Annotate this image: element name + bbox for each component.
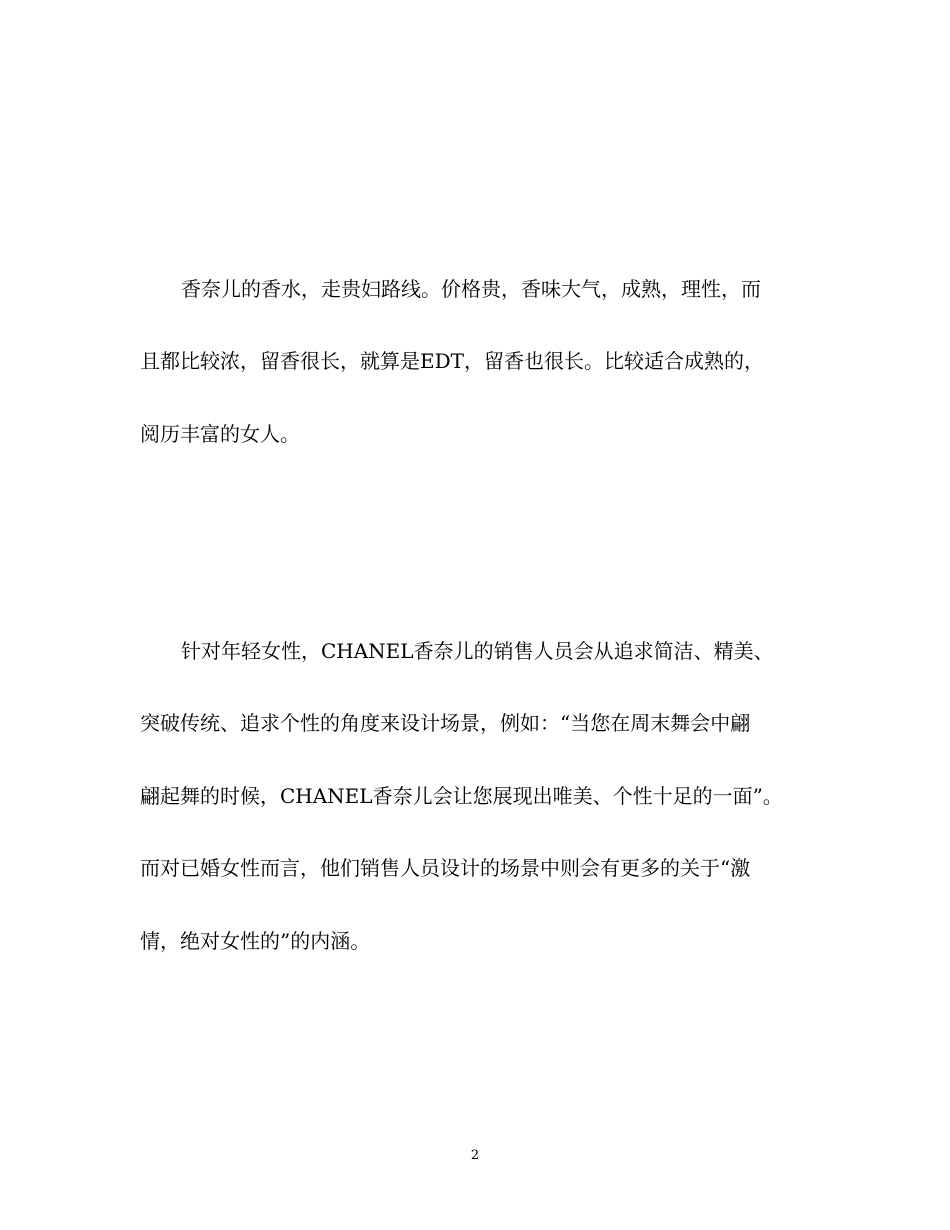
paragraph-line: 突破传统、追求个性的角度来设计场景，例如：“当您在周末舞会中翩 xyxy=(140,711,751,735)
paragraph-line: 香奈儿的香水，走贵妇路线。价格贵，香味大气，成熟，理性，而 xyxy=(181,277,761,301)
paragraph-line: 针对年轻女性，CHANEL香奈儿的销售人员会从追求简洁、精美、 xyxy=(181,639,774,663)
paragraph-line: 且都比较浓，留香很长，就算是EDT，留香也很长。比较适合成熟的， xyxy=(140,349,764,373)
paragraph-line: 情，绝对女性的”的内涵。 xyxy=(140,929,371,953)
paragraph-line: 阅历丰富的女人。 xyxy=(140,422,300,446)
paragraph-line: 翩起舞的时候，CHANEL香奈儿会让您展现出唯美、个性十足的一面”。 xyxy=(140,784,783,808)
page-number: 2 xyxy=(470,1148,480,1163)
paragraph-line: 而对已婚女性而言，他们销售人员设计的场景中则会有更多的关于“激 xyxy=(140,856,751,880)
